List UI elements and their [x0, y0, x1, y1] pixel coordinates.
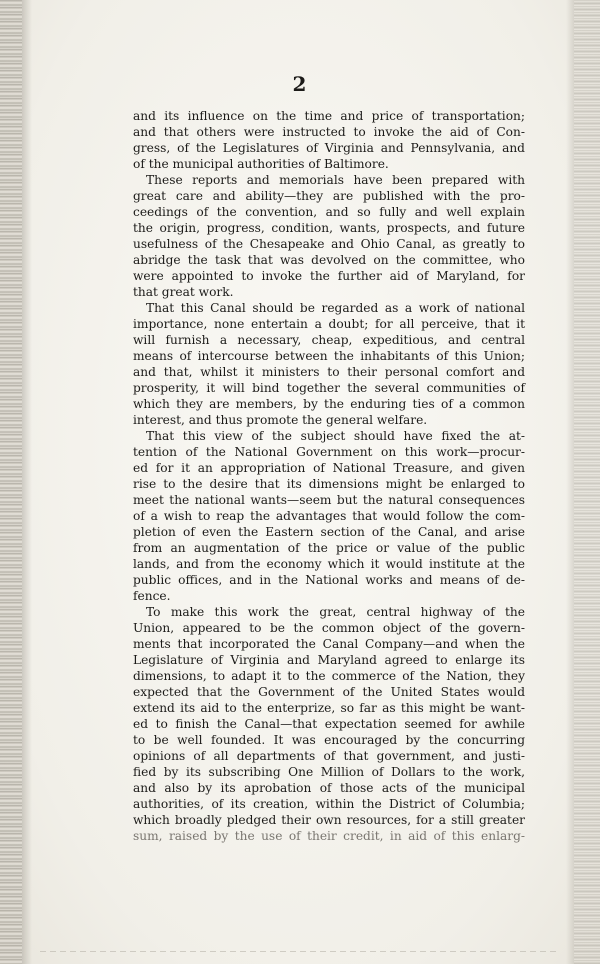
- text-line: usefulness of the Chesapeake and Ohio Canal, as greatly to: [133, 237, 525, 251]
- text-line: and its influence on the time and price of transportation;: [133, 109, 525, 123]
- text-line: which broadly pledged their own resources, for a still greater: [133, 813, 525, 827]
- text-line: dimensions, to adapt it to the commerce of the Nation, they: [133, 669, 525, 683]
- text-line: lands, and from the economy which it would institute at the: [133, 557, 525, 571]
- text-line: ments that incorporated the Canal Company—and when the: [133, 637, 525, 651]
- text-line: pletion of even the Eastern section of the Canal, and arise: [133, 525, 525, 539]
- text-line: importance, none entertain a doubt; for all perceive, that it: [133, 317, 525, 331]
- text-line: to be well founded. It was encouraged by the concurring: [133, 733, 525, 747]
- text-line: prosperity, it will bind together the several communities of: [133, 381, 525, 395]
- text-line: gress, of the Legislatures of Virginia and Pennsylvania, and: [133, 141, 525, 155]
- text-line: of the municipal authorities of Baltimore.: [133, 157, 389, 171]
- text-line: means of intercourse between the inhabitants of this Union;: [133, 349, 525, 363]
- text-line: will furnish a necessary, cheap, expeditious, and central: [133, 333, 525, 347]
- text-line: and that, whilst it ministers to their personal comfort and: [133, 365, 525, 379]
- text-line: rise to the desire that its dimensions might be enlarged to: [133, 477, 525, 491]
- text-line: meet the national wants—seem but the natural consequences: [133, 493, 525, 507]
- text-line: and also by its aprobation of those acts of the municipal: [133, 781, 525, 795]
- text-line: ed for it an appropriation of National Treasure, and given: [133, 461, 525, 475]
- body-text: [133, 108, 525, 844]
- text-line: extend its aid to the enterprize, so far as this might be want-: [133, 701, 525, 715]
- text-line: which they are members, by the enduring ties of a common: [133, 397, 525, 411]
- text-line: fence.: [133, 589, 171, 603]
- text-line: abridge the task that was devolved on the committee, who: [133, 253, 525, 267]
- text-line: These reports and memorials have been prepared with: [146, 173, 525, 187]
- text-line: public offices, and in the National works and means of de-: [133, 573, 525, 587]
- text-line: interest, and thus promote the general welfare.: [133, 413, 428, 427]
- text-line: from an augmentation of the price or value of the public: [133, 541, 525, 555]
- text-line: the origin, progress, condition, wants, prospects, and future: [133, 221, 525, 235]
- text-line: authorities, of its creation, within the District of Columbia;: [133, 797, 525, 811]
- text-line: and that others were instructed to invoke the aid of Con-: [133, 125, 525, 139]
- text-line: that great work.: [133, 285, 234, 299]
- text-line: ed to finish the Canal—that expectation seemed for awhile: [133, 717, 525, 731]
- text-line: To make this work the great, central highway of the: [146, 605, 525, 619]
- text-line: opinions of all departments of that government, and justi-: [133, 749, 525, 763]
- bottom-edge: [40, 951, 560, 952]
- text-line: fied by its subscribing One Million of Dollars to the work,: [133, 765, 525, 779]
- text-line: were appointed to invoke the further aid of Maryland, for: [133, 269, 525, 283]
- text-line: Legislature of Virginia and Maryland agreed to enlarge its: [133, 653, 525, 667]
- page-edge: [574, 0, 600, 964]
- text-line: That this Canal should be regarded as a work of national: [146, 301, 525, 315]
- text-line: expected that the Government of the United States would: [133, 685, 525, 699]
- text-line: That this view of the subject should have fixed the at-: [146, 429, 525, 443]
- text-line: Union, appeared to be the common object of the govern-: [133, 621, 525, 635]
- text-line: tention of the National Government on this work—procur-: [133, 445, 525, 459]
- binding-shadow: [22, 0, 32, 964]
- text-line: sum, raised by the use of their credit, in aid of this enlarg-: [133, 829, 525, 843]
- page-edge-shadow: [566, 0, 574, 964]
- text-line: great care and ability—they are published with the pro-: [133, 189, 525, 203]
- text-line: ceedings of the convention, and so fully and well explain: [133, 205, 525, 219]
- page-number: 2: [292, 72, 308, 96]
- text-line: of a wish to reap the advantages that would follow the com-: [133, 509, 525, 523]
- binding-gutter: [0, 0, 22, 964]
